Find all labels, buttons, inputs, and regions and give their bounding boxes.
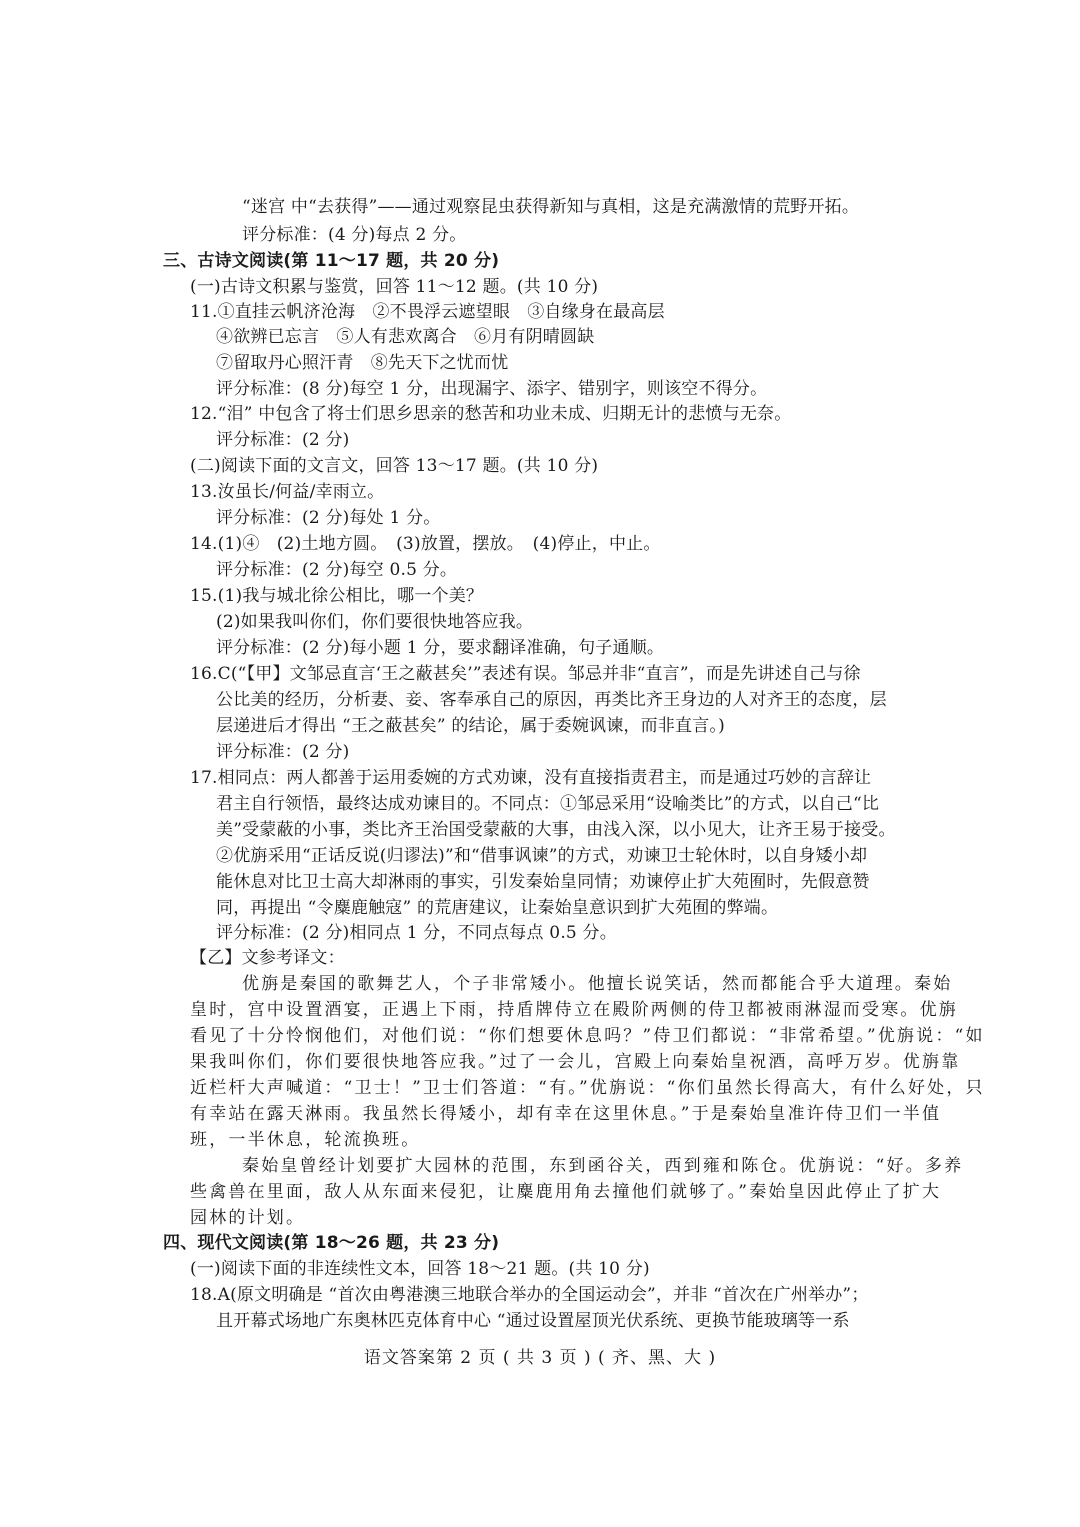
scoring-criteria: 评分标准：(2 分)相同点 1 分，不同点每点 0.5 分。 <box>216 923 617 943</box>
answer-item-12: 12.“泪” 中包含了将士们思乡思亲的愁苦和功业未成、归期无计的悲愤与无奈。 <box>190 404 792 424</box>
translation-paragraph: 些禽兽在里面，敌人从东面来侵犯，让麋鹿用角去撞他们就够了。”秦始皇因此停止了扩大 <box>190 1182 942 1202</box>
answer-item-14: 14.(1)④ (2)土地方圆。 (3)放置，摆放。 (4)停止，中止。 <box>190 534 661 554</box>
answer-item-16-cont: 公比美的经历，分析妻、妾、客奉承自己的原因，再类比齐王身边的人对齐王的态度，层 <box>216 690 887 710</box>
translation-paragraph: 秦始皇曾经计划要扩大园林的范围，东到函谷关，西到雍和陈仓。优旃说：“好。多养 <box>242 1156 964 1176</box>
answer-continuation-line: “迷宫 中“去获得”——通过观察昆虫获得新知与真相，这是充满激情的荒野开拓。 <box>242 197 860 217</box>
answer-item-17: 17.相同点：两人都善于运用委婉的方式劝谏，没有直接指责君主，而是通过巧妙的言辞让 <box>190 768 872 788</box>
answer-item-17-cont: 君主自行领悟，最终达成劝谏目的。不同点：①邹忌采用“设喻类比”的方式，以自己“比 <box>216 794 880 814</box>
answer-item-17-cont: ②优旃采用“正话反说(归谬法)”和“借事讽谏”的方式，劝谏卫士轮休时，以自身矮小却 <box>216 846 868 866</box>
answer-item-18-cont: 且开幕式场地广东奥林匹克体育中心 “通过设置屋顶光伏系统、更换节能玻璃等一系 <box>216 1311 850 1331</box>
answer-item-15-cont: (2)如果我叫你们，你们要很快地答应我。 <box>216 612 534 632</box>
answer-item-17-cont: 能休息对比卫士高大却淋雨的事实，引发秦始皇同情；劝谏停止扩大苑囿时，先假意赞 <box>216 872 870 892</box>
translation-paragraph: 班，一半休息，轮流换班。 <box>190 1130 421 1150</box>
subsection-heading: (一)古诗文积累与鉴赏，回答 11～12 题。(共 10 分) <box>190 277 599 297</box>
scoring-criteria: 评分标准：(2 分)每小题 1 分，要求翻译准确，句子通顺。 <box>216 638 665 658</box>
answer-item-15: 15.(1)我与城北徐公相比，哪一个美？ <box>190 586 484 606</box>
scoring-criteria: 评分标准：(2 分)每空 0.5 分。 <box>216 560 458 580</box>
scoring-criteria: 评分标准：(2 分)每处 1 分。 <box>216 508 441 528</box>
section-heading-modern-reading: 四、现代文阅读(第 18～26 题，共 23 分) <box>163 1233 500 1253</box>
answer-item-16: 16.C(“【甲】文邹忌直言‘王之蔽甚矣’”表述有误。邹忌并非“直言”，而是先讲述自己与徐 <box>190 664 861 684</box>
translation-paragraph: 近栏杆大声喊道：“卫士！”卫士们答道：“有。”优旃说：“你们虽然长得高大，有什么好处，只 <box>190 1078 985 1098</box>
scoring-criteria: 评分标准：(2 分) <box>216 430 350 450</box>
translation-heading: 【乙】文参考译文： <box>190 948 345 968</box>
scoring-criteria: 评分标准：(2 分) <box>216 742 350 762</box>
answer-item-11: 11.①直挂云帆济沧海 ②不畏浮云遮望眼 ③自缘身在最高层 <box>190 302 665 322</box>
answer-item-17-cont: 同，再提出 “令麋鹿触寇” 的荒唐建议，让秦始皇意识到扩大苑囿的弊端。 <box>216 898 779 918</box>
translation-paragraph: 果我叫你们，你们要很快地答应我。”过了一会儿，宫殿上向秦始皇祝酒，高呼万岁。优旃靠 <box>190 1052 961 1072</box>
scoring-criteria: 评分标准：(4 分)每点 2 分。 <box>242 225 467 245</box>
section-heading-classical-reading: 三、古诗文阅读(第 11～17 题，共 20 分) <box>163 251 500 271</box>
page-footer: 语文答案第 2 页 ( 共 3 页 ) ( 齐、黑、大 ) <box>363 1348 717 1368</box>
scoring-criteria: 评分标准：(8 分)每空 1 分，出现漏字、添字、错别字，则该空不得分。 <box>216 379 768 399</box>
translation-paragraph: 园林的计划。 <box>190 1208 306 1228</box>
translation-paragraph: 看见了十分怜悯他们，对他们说：“你们想要休息吗？”侍卫们都说：“非常希望。”优旃说：“如 <box>190 1026 985 1046</box>
translation-paragraph: 皇时，宫中设置酒宴，正遇上下雨，持盾牌侍立在殿阶两侧的侍卫都被雨淋湿而受寒。优旃 <box>190 1000 958 1020</box>
answer-item-18: 18.A(原文明确是 “首次由粤港澳三地联合举办的全国运动会”，并非 “首次在广州举办”； <box>190 1285 869 1305</box>
subsection-heading: (二)阅读下面的文言文，回答 13～17 题。(共 10 分) <box>190 456 599 476</box>
answer-item-11-cont: ⑦留取丹心照汗青 ⑧先天下之忧而忧 <box>216 353 509 373</box>
answer-item-13: 13.汝虽长/何益/幸雨立。 <box>190 482 385 502</box>
subsection-heading: (一)阅读下面的非连续性文本，回答 18～21 题。(共 10 分) <box>190 1259 650 1279</box>
answer-item-16-cont: 层递进后才得出 “王之蔽甚矣” 的结论，属于委婉讽谏，而非直言。) <box>216 716 725 736</box>
translation-paragraph: 优旃是秦国的歌舞艺人，个子非常矮小。他擅长说笑话，然而都能合乎大道理。秦始 <box>242 974 953 994</box>
answer-item-17-cont: 美”受蒙蔽的小事，类比齐王治国受蒙蔽的大事，由浅入深，以小见大，让齐王易于接受。 <box>216 820 896 840</box>
translation-paragraph: 有幸站在露天淋雨。我虽然长得矮小，却有幸在这里休息。”于是秦始皇准许侍卫们一半值 <box>190 1104 942 1124</box>
answer-item-11-cont: ④欲辨已忘言 ⑤人有悲欢离合 ⑥月有阴晴圆缺 <box>216 327 595 347</box>
